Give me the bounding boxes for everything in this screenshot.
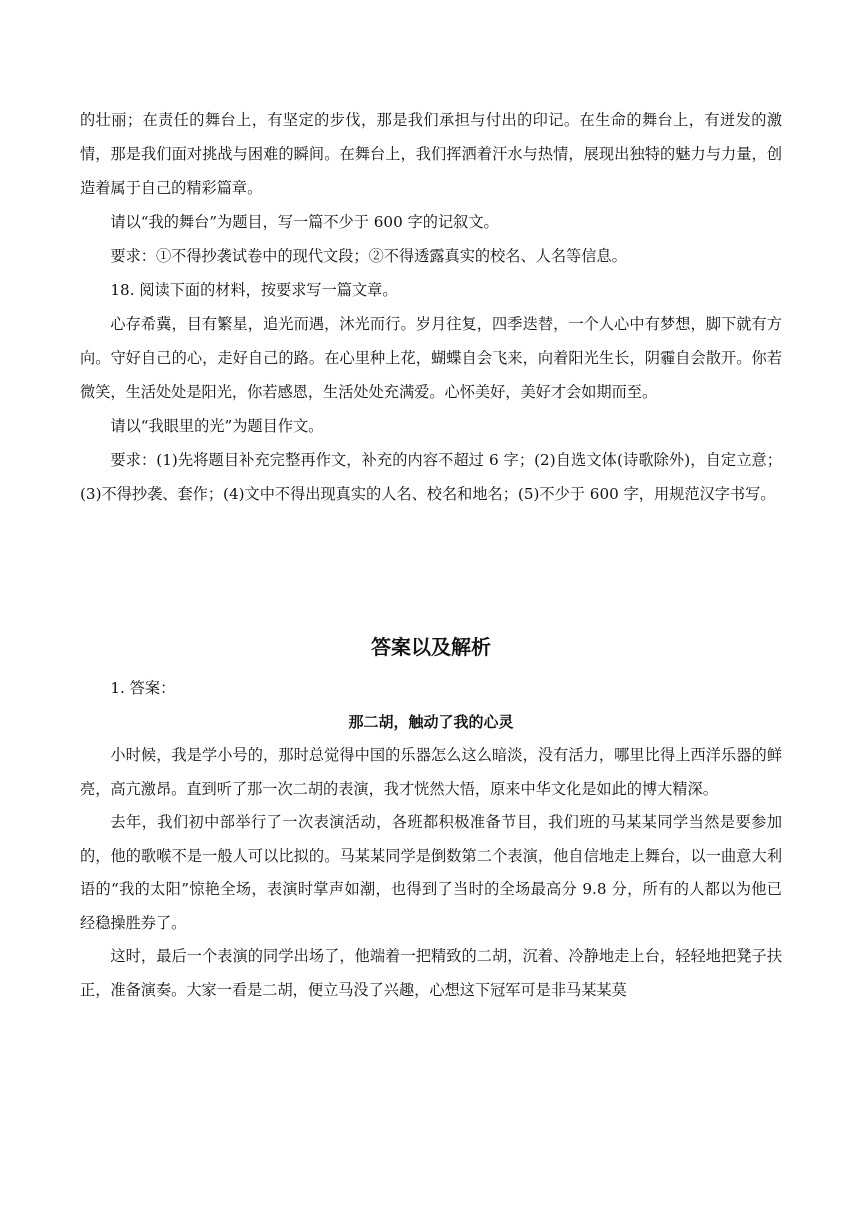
- question-18-heading: 18. 阅读下面的材料，按要求写一篇文章。: [110, 281, 398, 299]
- essay-prompt-paragraph: 的壮丽；在责任的舞台上，有坚定的步伐，那是我们承担与付出的印记。在生命的舞台上，有迸发的激情，那是我们面对挑战与困难的瞬间。在舞台上，我们挥洒着汗水与热情，展现出独特的魅力与力量，创造着属于自己的精彩篇章。: [80, 111, 782, 197]
- question-18-prompt: 请以“我眼里的光”为题目作文。: [110, 417, 324, 435]
- document-page: [80, 103, 782, 1007]
- section-spacer: [80, 511, 782, 611]
- sample-essay-body: [80, 739, 782, 1007]
- question-18-material: 心存希冀，目有繁星，追光而遇，沐光而行。岁月往复，四季迭替，一个人心中有梦想，脚下就有方向。守好自己的心，走好自己的路。在心里种上花，蝴蝶自会飞来，向着阳光生长，阴霾自会散开。你若微笑，生活处处是阳光，你若感恩，生活处处充满爱。心怀美好，美好才会如期而至。: [80, 315, 782, 401]
- question-18-requirements: 要求：(1)先将题目补充完整再作文，补充的内容不超过 6 字；(2)自选文体(诗歌除外)，自定立意；(3)不得抄袭、套作；(4)文中不得出现真实的人名、校名和地名；(5)不少于 600 字，用规范汉字书写。: [80, 451, 782, 503]
- sample-essay-title: 那二胡，触动了我的心灵: [348, 713, 514, 731]
- answer-item-1-label: 1. 答案：: [110, 679, 176, 697]
- essay-paragraph: 小时候，我是学小号的，那时总觉得中国的乐器怎么这么暗淡，没有活力，哪里比得上西洋乐器的鲜亮，高亢激昂。直到听了那一次二胡的表演，我才恍然大悟，原来中华文化是如此的博大精深。: [80, 746, 782, 798]
- answers-heading: 答案以及解析: [371, 635, 491, 659]
- essay-requirements: 要求：①不得抄袭试卷中的现代文段；②不得透露真实的校名、人名等信息。: [110, 247, 627, 265]
- essay-instruction: 请以“我的舞台”为题目，写一篇不少于 600 字的记叙文。: [110, 213, 499, 231]
- essay-paragraph: 去年，我们初中部举行了一次表演活动，各班都积极准备节目，我们班的马某某同学当然是要参加的，他的歌喉不是一般人可以比拟的。马某某同学是倒数第二个表演，他自信地走上舞台，以一曲意大利语的“我的太阳”惊艳全场，表演时掌声如潮，也得到了当时的全场最高分 9.8 分，所有的人都以为他已经稳操胜券了。: [80, 813, 782, 932]
- essay-paragraph: 这时，最后一个表演的同学出场了，他端着一把精致的二胡，沉着、冷静地走上台，轻轻地把凳子扶正，准备演奏。大家一看是二胡，便立马没了兴趣，心想这下冠军可是非马某某莫: [80, 947, 782, 999]
